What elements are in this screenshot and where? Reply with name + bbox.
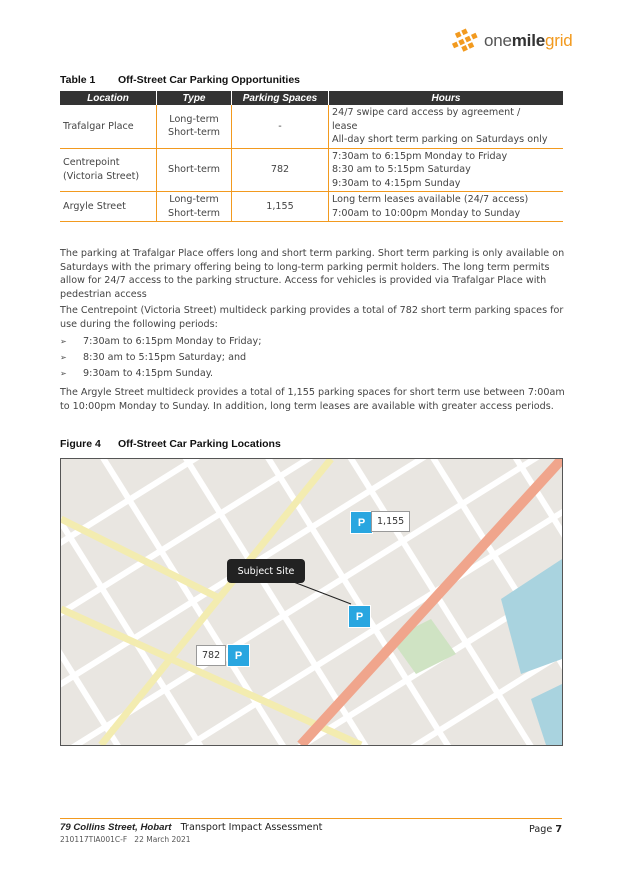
hours-bullet-list xyxy=(60,334,261,382)
logo-grid-icon xyxy=(449,26,482,57)
cell-location: Centrepoint (Victoria Street) xyxy=(60,148,157,192)
paragraph-trafalgar: The parking at Trafalgar Place offers long and short term parking. Short term parking is only available on Saturdays with the primary offering being to long-term parking permit holders. The long term permits allow for 24/7 access to the parking structure. Access for vehicles is provided via Trafalgar Place with pedestrian access xyxy=(60,248,565,300)
list-item: ➢ 9:30am to 4:15pm Sunday. xyxy=(60,366,261,382)
parking-marker-centrepoint[interactable]: P xyxy=(227,644,250,667)
header-parking-spaces: Parking Spaces xyxy=(232,91,329,105)
page-number: Page 7 xyxy=(529,824,562,835)
parking-marker-argyle[interactable]: P xyxy=(350,511,373,534)
list-item: ➢ 8:30 am to 5:15pm Saturday; and xyxy=(60,350,261,366)
header-location: Location xyxy=(60,91,157,105)
cell-type: Long-term Short-term xyxy=(157,192,232,222)
footer-reference: 210117TIA001C-F 22 March 2021 xyxy=(60,835,191,844)
parking-marker-trafalgar[interactable]: P xyxy=(348,605,371,628)
cell-location: Argyle Street xyxy=(60,192,157,222)
parking-label-argyle: 1,155 xyxy=(371,511,410,532)
parking-map xyxy=(60,458,563,746)
footer-divider xyxy=(60,818,562,819)
cell-spaces: - xyxy=(232,105,329,148)
cell-type: Long-term Short-term xyxy=(157,105,232,148)
table-row xyxy=(60,105,563,148)
cell-hours: 24/7 swipe card access by agreement / lease All-day short term parking on Saturdays only xyxy=(329,105,564,148)
figure-caption: Figure 4 Off-Street Car Parking Locations xyxy=(60,438,281,450)
table-caption: Table 1 Off-Street Car Parking Opportunities xyxy=(60,74,301,86)
parking-label-centrepoint: 782 xyxy=(196,645,226,666)
brand-logo xyxy=(452,30,573,52)
parking-table xyxy=(60,91,563,222)
map-streets xyxy=(61,459,562,745)
cell-spaces: 1,155 xyxy=(232,192,329,222)
brand-wordmark: onemilegrid xyxy=(484,31,573,50)
table-header-row xyxy=(60,91,563,105)
cell-hours: Long term leases available (24/7 access) 7:00am to 10:00pm Monday to Sunday xyxy=(329,192,564,222)
paragraph-centrepoint: The Centrepoint (Victoria Street) multideck parking provides a total of 782 short term parking spaces for use during the following periods: xyxy=(60,305,564,330)
cell-spaces: 782 xyxy=(232,148,329,192)
footer-title: 79 Collins Street, Hobart Transport Impact Assessment xyxy=(60,822,323,833)
cell-hours: 7:30am to 6:15pm Monday to Friday 8:30 am to 5:15pm Saturday 9:30am to 4:15pm Sunday xyxy=(329,148,564,192)
table-row xyxy=(60,192,563,222)
cell-type: Short-term xyxy=(157,148,232,192)
cell-location: Trafalgar Place xyxy=(60,105,157,148)
header-type: Type xyxy=(157,91,232,105)
table-row xyxy=(60,148,563,192)
subject-site-label: Subject Site xyxy=(227,559,305,583)
header-hours: Hours xyxy=(329,91,564,105)
list-item: ➢ 7:30am to 6:15pm Monday to Friday; xyxy=(60,334,261,350)
paragraph-argyle: The Argyle Street multideck provides a total of 1,155 parking spaces for short term use between 7:00am to 10:00pm Monday to Sunday. In addition, long term leases are available with greater access periods. xyxy=(60,387,565,412)
